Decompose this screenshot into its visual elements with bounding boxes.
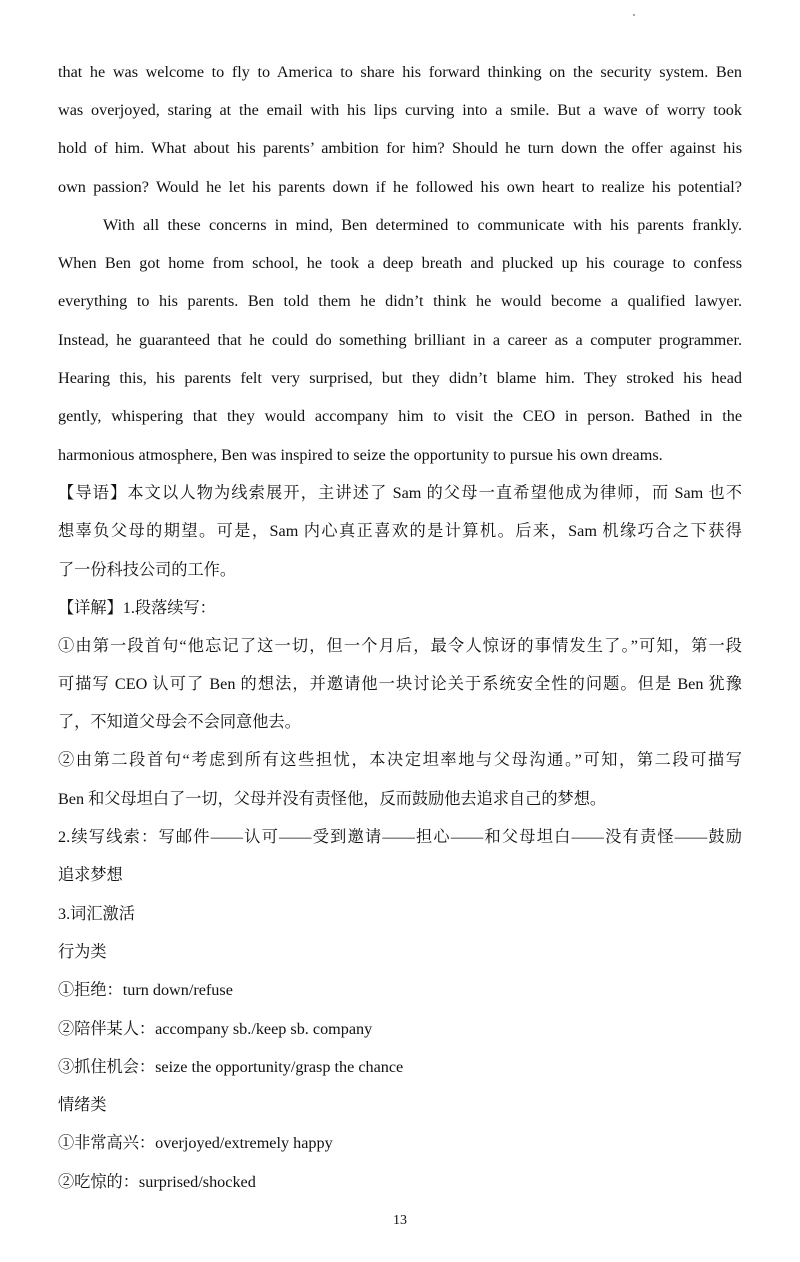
- scan-dot: [633, 14, 635, 16]
- passage-line: that he was welcome to fly to America to share his forward thinking on the security system. Ben: [58, 63, 742, 81]
- passage-line: harmonious atmosphere, Ben was inspired to seize the opportunity to pursue his own dreams.: [58, 446, 663, 464]
- guide-line: 【导语】本文以人物为线索展开，主讲述了 Sam 的父母一直希望他成为律师，而 Sam 也不: [58, 484, 742, 502]
- behavior-heading: 行为类: [58, 943, 107, 961]
- passage-line: Hearing this, his parents felt very surprised, but they didn’t blame him. They stroked his head: [58, 369, 742, 387]
- detail-p2-line: Ben 和父母坦白了一切，父母并没有责怪他，反而鼓励他去追求自己的梦想。: [58, 790, 607, 808]
- passage-line: When Ben got home from school, he took a deep breath and plucked up his courage to confess: [58, 254, 742, 272]
- behavior-item: ②陪伴某人：accompany sb./keep sb. company: [58, 1020, 373, 1038]
- passage-line: gently, whispering that they would accompany him to visit the CEO in person. Bathed in the: [58, 407, 742, 425]
- passage-line: own passion? Would he let his parents down if he followed his own heart to realize his potential?: [58, 178, 742, 196]
- detail-heading: 【详解】1.段落续写：: [58, 599, 216, 617]
- passage-line: With all these concerns in mind, Ben determined to communicate with his parents frankly.: [103, 216, 742, 234]
- passage-line: hold of him. What about his parents’ ambition for him? Should he turn down the offer against his: [58, 139, 742, 157]
- clues-line: 追求梦想: [58, 866, 123, 884]
- passage-line: Instead, he guaranteed that he could do something brilliant in a career as a computer programmer.: [58, 331, 742, 349]
- detail-p2-line: ②由第二段首句“考虑到所有这些担忧，本决定坦率地与父母沟通。”可知，第二段可描写: [58, 751, 742, 769]
- passage-line: everything to his parents. Ben told them he didn’t think he would become a qualified lawyer.: [58, 292, 742, 310]
- detail-p1-line: 了，不知道父母会不会同意他去。: [58, 713, 301, 731]
- behavior-item: ①拒绝：turn down/refuse: [58, 981, 233, 999]
- guide-line: 想辜负父母的期望。可是，Sam 内心真正喜欢的是计算机。后来，Sam 机缘巧合之下获得: [58, 522, 742, 540]
- passage-line: was overjoyed, staring at the email with his lips curving into a smile. But a wave of worry took: [58, 101, 742, 119]
- vocab-heading: 3.词汇激活: [58, 905, 135, 923]
- emotion-item: ②吃惊的：surprised/shocked: [58, 1173, 256, 1191]
- detail-p1-line: 可描写 CEO 认可了 Ben 的想法，并邀请他一块讨论关于系统安全性的问题。但是 Ben 犹豫: [58, 675, 742, 693]
- guide-line: 了一份科技公司的工作。: [58, 561, 237, 579]
- emotion-item: ①非常高兴：overjoyed/extremely happy: [58, 1134, 333, 1152]
- behavior-item: ③抓住机会：seize the opportunity/grasp the chance: [58, 1058, 404, 1076]
- emotion-heading: 情绪类: [58, 1096, 107, 1114]
- detail-p1-line: ①由第一段首句“他忘记了这一切，但一个月后，最令人惊讶的事情发生了。”可知，第一段: [58, 637, 742, 655]
- clues-line: 2.续写线索：写邮件——认可——受到邀请——担心——和父母坦白——没有责怪——鼓励: [58, 828, 742, 846]
- page-number: 13: [393, 1213, 407, 1228]
